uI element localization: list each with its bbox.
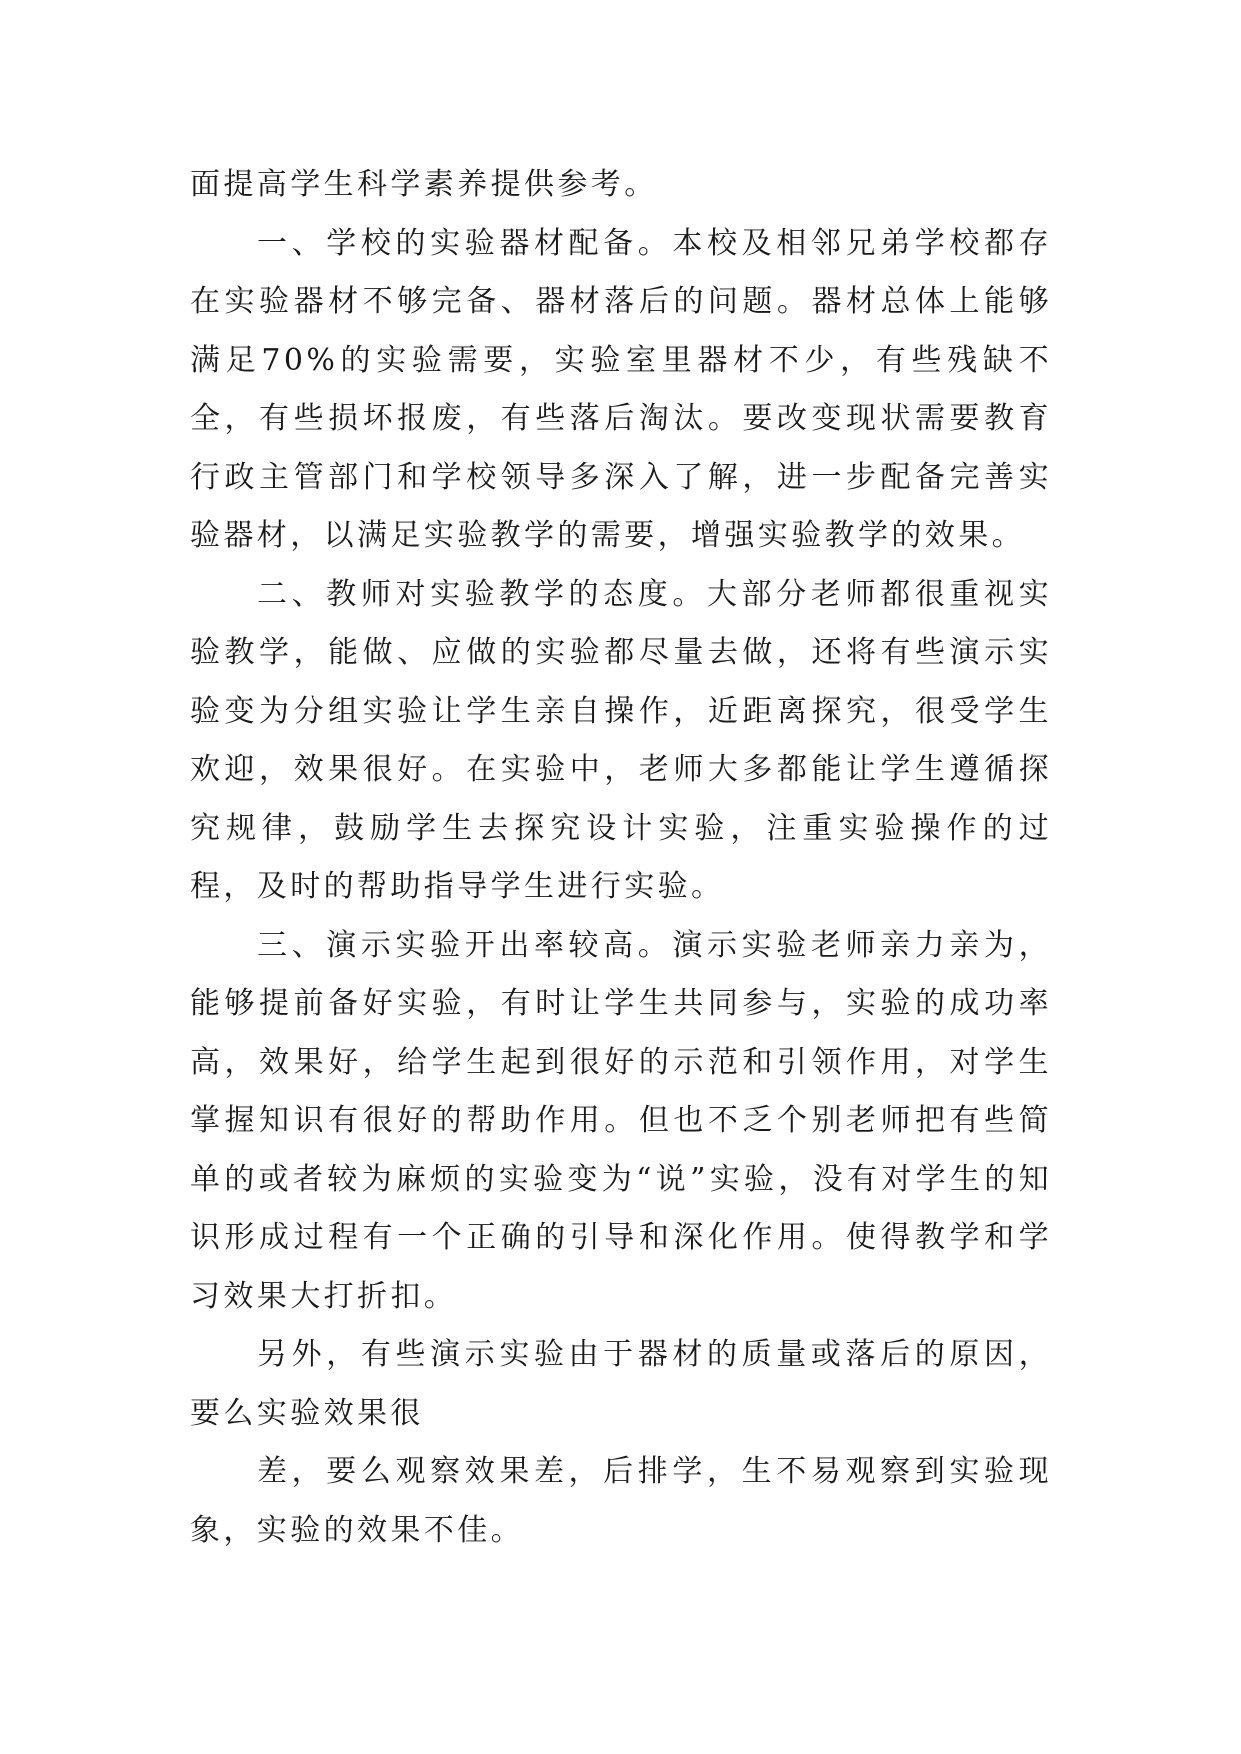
paragraph-2: 二、教师对实验教学的态度。大部分老师都很重视实验教学，能做、应做的实验都尽量去做，还将有些演示实验变为分组实验让学生亲自操作，近距离探究，很受学生欢迎，效果很好。在实验中，老师大多都能让学生遵循探究规律，鼓励学生去探究设计实验，注重实验操作的过程，及时的帮助指导学生进行实验。 xyxy=(190,576,1052,904)
paragraph-1: 一、学校的实验器材配备。本校及相邻兄弟学校都存在实验器材不够完备、器材落后的问题。器材总体上能够满足70%的实验需要，实验室里器材不少，有些残缺不全，有些损坏报废，有些落后淘汰。要改变现状需要教育行政主管部门和学校领导多深入了解，进一步配备完善实验器材，以满足实验教学的需要，增强实验教学的效果。 xyxy=(190,225,1052,553)
paragraph-0: 面提高学生科学素养提供参考。 xyxy=(190,167,658,202)
paragraph-4: 另外，有些演示实验由于器材的质量或落后的原因，要么实验效果很 xyxy=(190,1337,1052,1431)
document-body xyxy=(190,156,1052,1560)
paragraph-3: 三、演示实验开出率较高。演示实验老师亲力亲为，能够提前备好实验，有时让学生共同参与，实验的成功率高，效果好，给学生起到很好的示范和引领作用，对学生掌握知识有很好的帮助作用。但也不乏个别老师把有些简单的或者较为麻烦的实验变为“说”实验，没有对学生的知识形成过程有一个正确的引导和深化作用。使得教学和学习效果大打折扣。 xyxy=(190,927,1052,1314)
paragraph-5: 差，要么观察效果差，后排学，生不易观察到实验现象，实验的效果不佳。 xyxy=(190,1454,1052,1548)
